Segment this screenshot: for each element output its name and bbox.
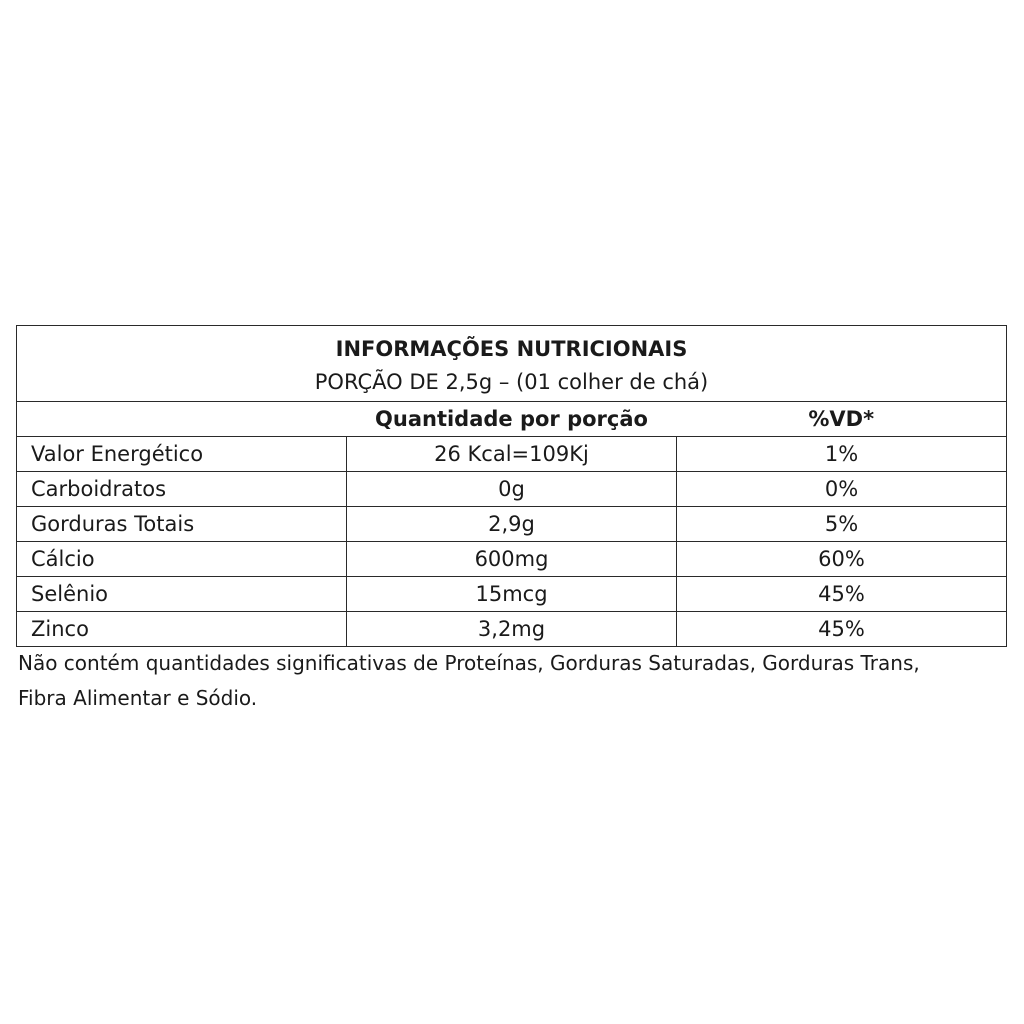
table-row [17, 437, 1007, 472]
table-row [17, 612, 1007, 647]
footnote-line: Não contém quantidades significativas de Proteínas, Gorduras Saturadas, Gorduras Trans, [18, 651, 920, 675]
footnote-line: Fibra Alimentar e Sódio. [18, 686, 258, 710]
nutrient-name: Zinco [17, 612, 347, 647]
table-title: INFORMAÇÕES NUTRICIONAIS [335, 337, 688, 361]
table-row [17, 472, 1007, 507]
table-row [17, 542, 1007, 577]
table-row [17, 507, 1007, 542]
nutrient-daily-value: 45% [677, 612, 1007, 647]
nutrient-name: Gorduras Totais [17, 507, 347, 542]
amount-column-header: Quantidade por porção [347, 402, 677, 437]
nutrient-amount: 600mg [347, 542, 677, 577]
nutrient-daily-value: 1% [677, 437, 1007, 472]
nutrient-amount: 2,9g [347, 507, 677, 542]
nutrient-amount: 0g [347, 472, 677, 507]
table-row [17, 577, 1007, 612]
nutrient-name: Cálcio [17, 542, 347, 577]
nutrient-name: Valor Energético [17, 437, 347, 472]
serving-size: PORÇÃO DE 2,5g – (01 colher de chá) [314, 370, 709, 394]
footnote [18, 646, 1008, 716]
nutrient-daily-value: 45% [677, 577, 1007, 612]
nutrition-facts-table [16, 325, 1007, 647]
nutrient-amount: 26 Kcal=109Kj [347, 437, 677, 472]
nutrient-name: Selênio [17, 577, 347, 612]
daily-value-column-header: %VD* [677, 402, 1007, 437]
nutrient-amount: 15mcg [347, 577, 677, 612]
nutrient-daily-value: 60% [677, 542, 1007, 577]
nutrient-column-header [17, 402, 347, 437]
nutrient-amount: 3,2mg [347, 612, 677, 647]
table-title-cell [17, 326, 1007, 402]
nutrient-name: Carboidratos [17, 472, 347, 507]
table-title-row [17, 326, 1007, 402]
column-header-row [17, 402, 1007, 437]
nutrient-daily-value: 0% [677, 472, 1007, 507]
nutrient-daily-value: 5% [677, 507, 1007, 542]
